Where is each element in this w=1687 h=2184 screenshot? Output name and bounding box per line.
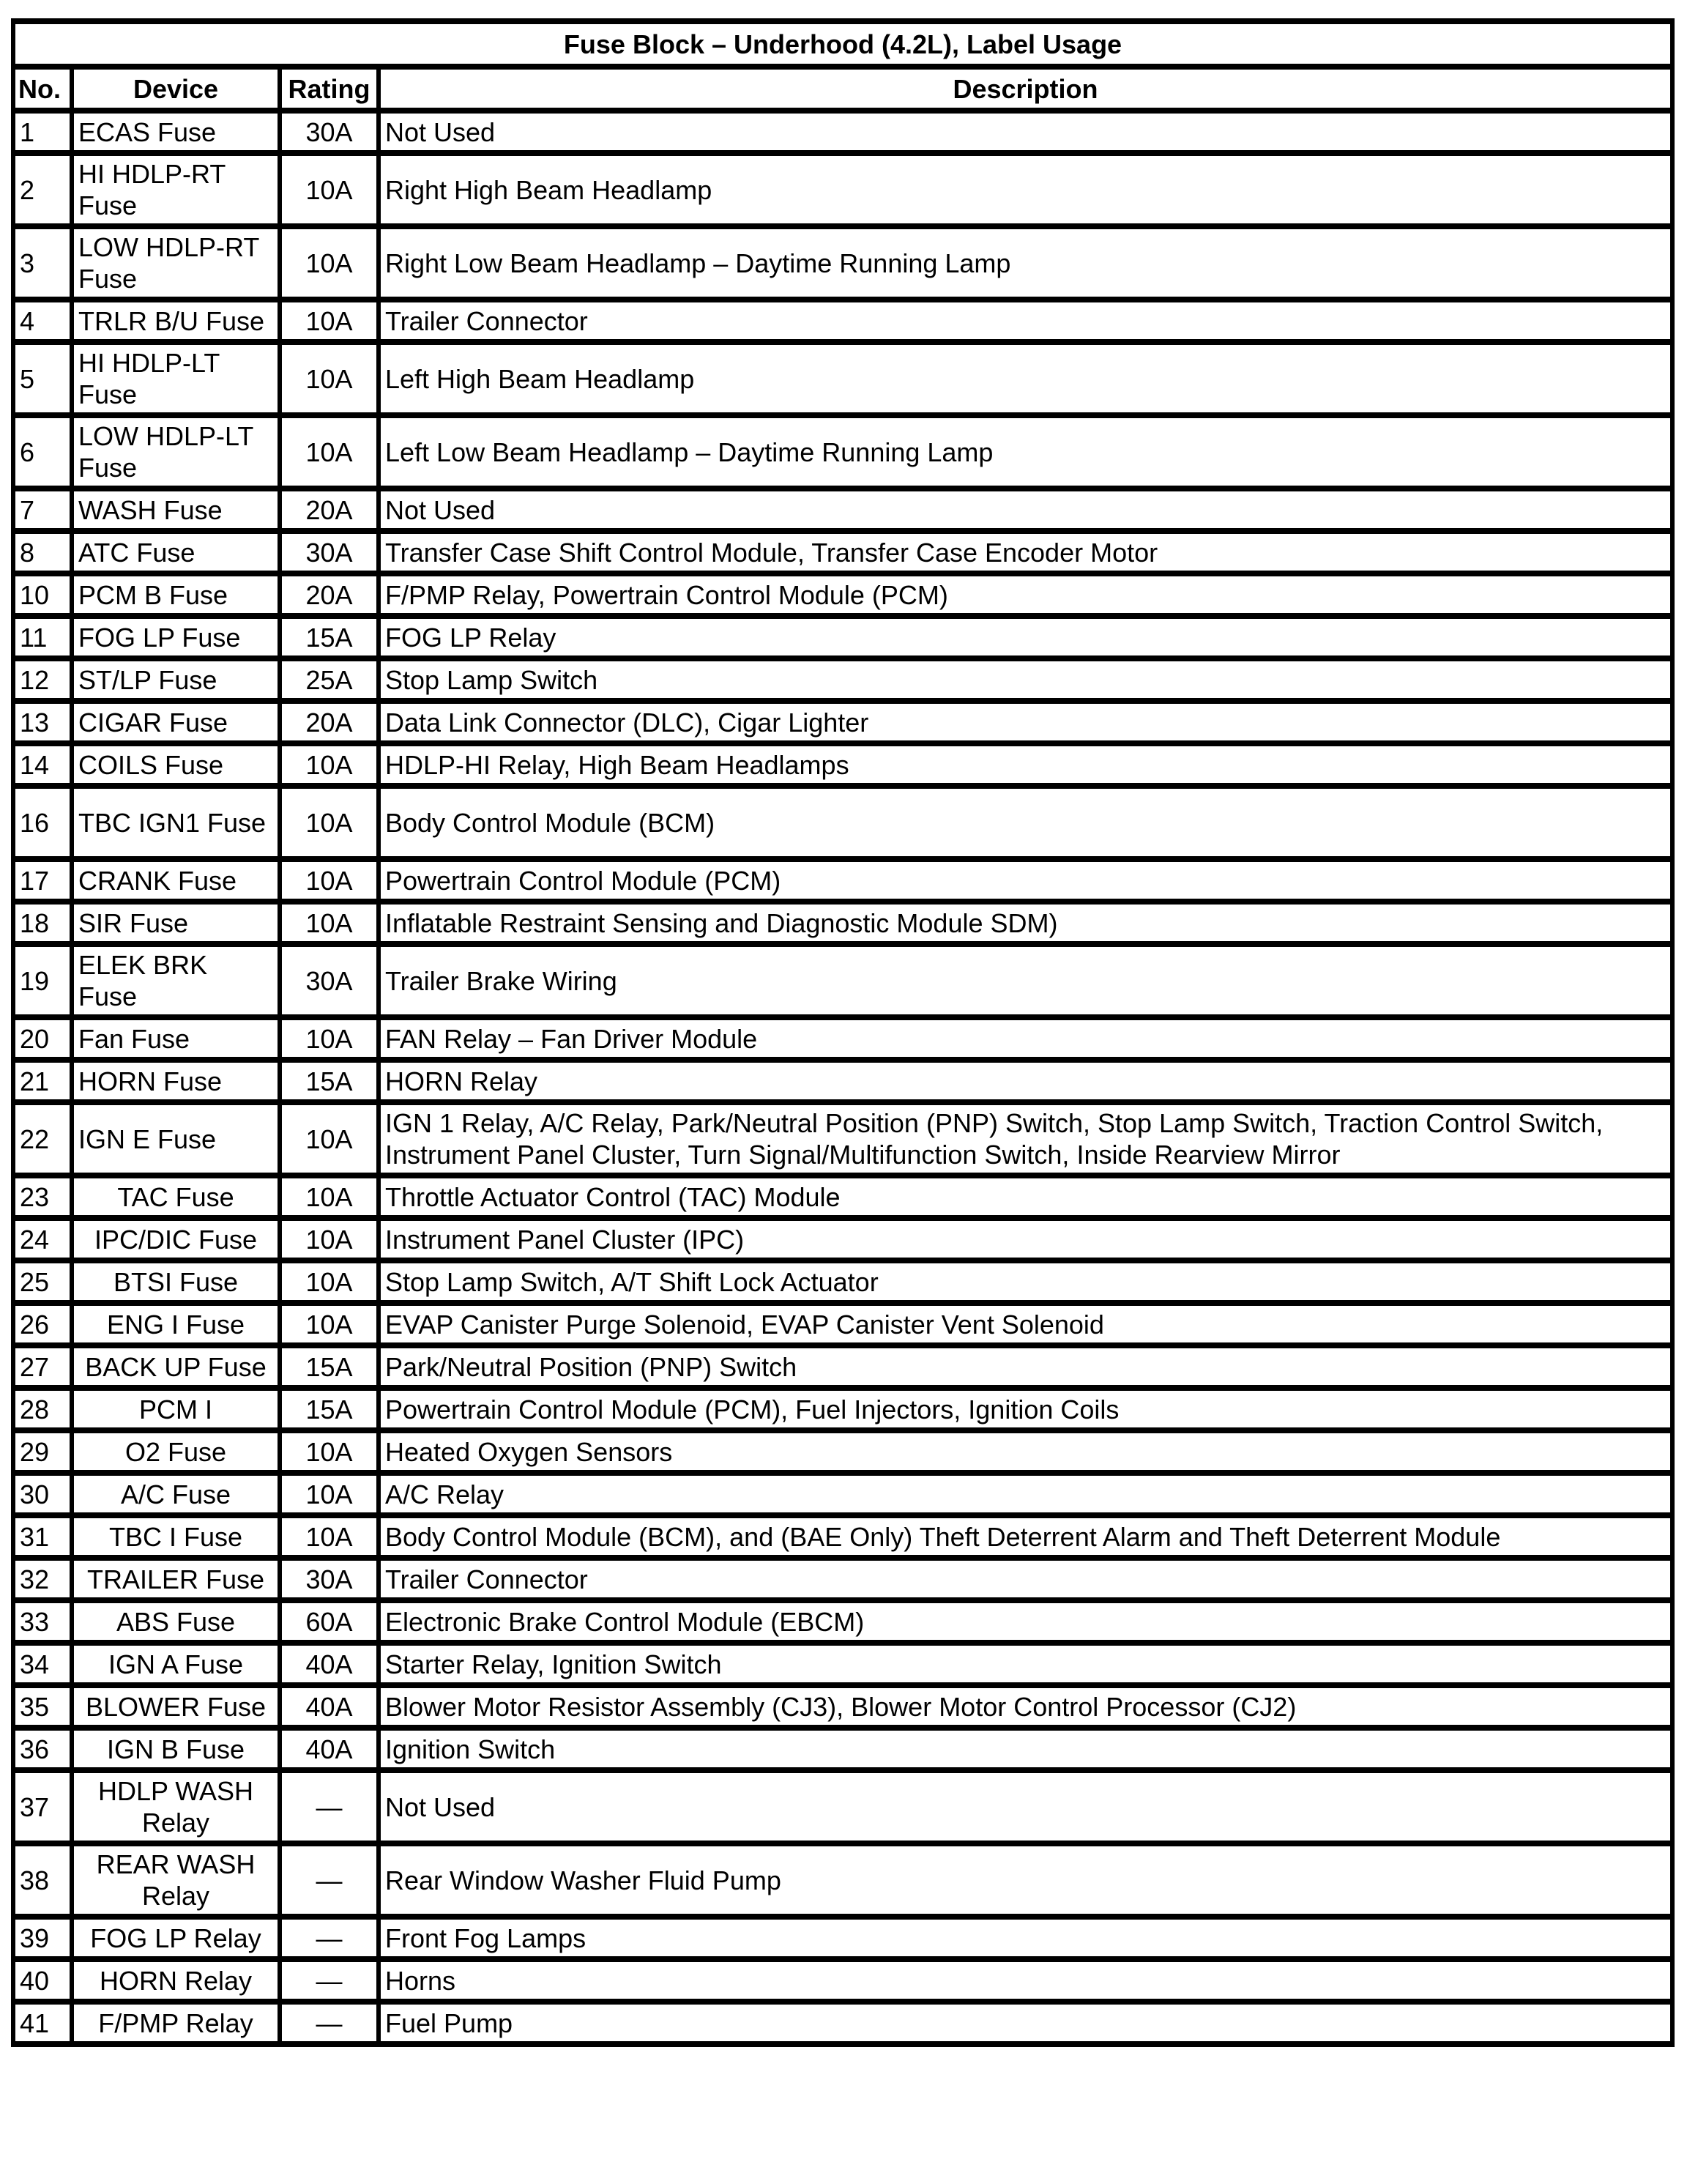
- cell-device: IPC/DIC Fuse: [72, 1218, 280, 1260]
- cell-rating: 10A: [280, 902, 379, 944]
- table-row: [13, 1728, 1672, 1770]
- cell-rating: 10A: [280, 1017, 379, 1060]
- cell-description: Left Low Beam Headlamp – Daytime Running Lamp: [379, 415, 1672, 489]
- cell-description: Left High Beam Headlamp: [379, 342, 1672, 415]
- cell-rating: —: [280, 1959, 379, 2002]
- cell-rating: 10A: [280, 342, 379, 415]
- cell-device: BTSI Fuse: [72, 1260, 280, 1303]
- cell-rating: 30A: [280, 531, 379, 573]
- cell-rating: 10A: [280, 1102, 379, 1175]
- cell-rating: 10A: [280, 300, 379, 342]
- cell-no: 2: [13, 153, 72, 226]
- cell-device: ABS Fuse: [72, 1600, 280, 1643]
- cell-device: BLOWER Fuse: [72, 1685, 280, 1728]
- table-title: Fuse Block – Underhood (4.2L), Label Usage: [13, 21, 1672, 67]
- cell-device: IGN A Fuse: [72, 1643, 280, 1685]
- cell-rating: 10A: [280, 786, 379, 859]
- cell-description: Starter Relay, Ignition Switch: [379, 1643, 1672, 1685]
- cell-description: Electronic Brake Control Module (EBCM): [379, 1600, 1672, 1643]
- cell-rating: 30A: [280, 944, 379, 1017]
- cell-no: 34: [13, 1643, 72, 1685]
- cell-device: SIR Fuse: [72, 902, 280, 944]
- cell-description: Body Control Module (BCM): [379, 786, 1672, 859]
- cell-device: ELEK BRK Fuse: [72, 944, 280, 1017]
- cell-rating: 40A: [280, 1728, 379, 1770]
- cell-rating: 10A: [280, 859, 379, 902]
- cell-rating: 15A: [280, 1388, 379, 1430]
- cell-description: Horns: [379, 1959, 1672, 2002]
- cell-no: 30: [13, 1473, 72, 1515]
- cell-description: Body Control Module (BCM), and (BAE Only) Theft Deterrent Alarm and Theft Deterrent Module: [379, 1515, 1672, 1558]
- cell-rating: 40A: [280, 1643, 379, 1685]
- cell-no: 32: [13, 1558, 72, 1600]
- table-row: [13, 573, 1672, 616]
- table-row: [13, 1917, 1672, 1959]
- cell-description: Fuel Pump: [379, 2002, 1672, 2044]
- cell-device: ENG I Fuse: [72, 1303, 280, 1345]
- cell-description: Throttle Actuator Control (TAC) Module: [379, 1175, 1672, 1218]
- cell-description: FAN Relay – Fan Driver Module: [379, 1017, 1672, 1060]
- table-row: [13, 902, 1672, 944]
- cell-no: 13: [13, 701, 72, 743]
- cell-no: 6: [13, 415, 72, 489]
- cell-device: HORN Fuse: [72, 1060, 280, 1102]
- table-row: [13, 701, 1672, 743]
- cell-description: Trailer Brake Wiring: [379, 944, 1672, 1017]
- cell-rating: 10A: [280, 743, 379, 786]
- table-row: [13, 300, 1672, 342]
- cell-no: 1: [13, 111, 72, 153]
- table-row: [13, 1218, 1672, 1260]
- table-row: [13, 1102, 1672, 1175]
- table-row: [13, 616, 1672, 658]
- cell-description: Powertrain Control Module (PCM), Fuel Injectors, Ignition Coils: [379, 1388, 1672, 1430]
- cell-rating: 30A: [280, 1558, 379, 1600]
- cell-description: IGN 1 Relay, A/C Relay, Park/Neutral Position (PNP) Switch, Stop Lamp Switch, Traction Control Switch, Instrument Panel Cluster, Turn Signal/Multifunction Switch, Inside Rearview Mirror: [379, 1102, 1672, 1175]
- table-row: [13, 658, 1672, 701]
- table-row: [13, 1558, 1672, 1600]
- cell-description: FOG LP Relay: [379, 616, 1672, 658]
- cell-no: 22: [13, 1102, 72, 1175]
- cell-no: 24: [13, 1218, 72, 1260]
- cell-description: F/PMP Relay, Powertrain Control Module (PCM): [379, 573, 1672, 616]
- table-row: [13, 1770, 1672, 1843]
- cell-no: 26: [13, 1303, 72, 1345]
- cell-no: 19: [13, 944, 72, 1017]
- cell-no: 21: [13, 1060, 72, 1102]
- cell-device: HORN Relay: [72, 1959, 280, 2002]
- cell-no: 33: [13, 1600, 72, 1643]
- cell-rating: 20A: [280, 573, 379, 616]
- cell-description: A/C Relay: [379, 1473, 1672, 1515]
- table-row: [13, 111, 1672, 153]
- cell-rating: 15A: [280, 1345, 379, 1388]
- cell-device: ECAS Fuse: [72, 111, 280, 153]
- table-row: [13, 153, 1672, 226]
- cell-rating: 40A: [280, 1685, 379, 1728]
- cell-no: 18: [13, 902, 72, 944]
- cell-description: Right Low Beam Headlamp – Daytime Running Lamp: [379, 226, 1672, 300]
- cell-device: TBC IGN1 Fuse: [72, 786, 280, 859]
- cell-device: REAR WASH Relay: [72, 1843, 280, 1917]
- cell-rating: 10A: [280, 1218, 379, 1260]
- fuse-block-table: [11, 18, 1675, 2047]
- cell-description: Data Link Connector (DLC), Cigar Lighter: [379, 701, 1672, 743]
- table-row: [13, 2002, 1672, 2044]
- cell-no: 12: [13, 658, 72, 701]
- cell-rating: 10A: [280, 1473, 379, 1515]
- cell-no: 5: [13, 342, 72, 415]
- cell-device: PCM B Fuse: [72, 573, 280, 616]
- cell-description: HORN Relay: [379, 1060, 1672, 1102]
- cell-description: Blower Motor Resistor Assembly (CJ3), Blower Motor Control Processor (CJ2): [379, 1685, 1672, 1728]
- cell-rating: 10A: [280, 1515, 379, 1558]
- cell-rating: —: [280, 1770, 379, 1843]
- cell-no: 7: [13, 489, 72, 531]
- table-row: [13, 1430, 1672, 1473]
- table-row: [13, 1515, 1672, 1558]
- cell-description: Powertrain Control Module (PCM): [379, 859, 1672, 902]
- cell-no: 27: [13, 1345, 72, 1388]
- cell-no: 35: [13, 1685, 72, 1728]
- cell-description: Stop Lamp Switch, A/T Shift Lock Actuator: [379, 1260, 1672, 1303]
- cell-rating: 25A: [280, 658, 379, 701]
- cell-description: Ignition Switch: [379, 1728, 1672, 1770]
- table-row: [13, 415, 1672, 489]
- cell-no: 25: [13, 1260, 72, 1303]
- cell-device: TAC Fuse: [72, 1175, 280, 1218]
- table-row: [13, 1600, 1672, 1643]
- cell-description: Right High Beam Headlamp: [379, 153, 1672, 226]
- cell-device: ST/LP Fuse: [72, 658, 280, 701]
- table-row: [13, 1643, 1672, 1685]
- cell-device: HDLP WASH Relay: [72, 1770, 280, 1843]
- cell-rating: 60A: [280, 1600, 379, 1643]
- cell-device: COILS Fuse: [72, 743, 280, 786]
- cell-no: 31: [13, 1515, 72, 1558]
- cell-description: HDLP-HI Relay, High Beam Headlamps: [379, 743, 1672, 786]
- table-row: [13, 1959, 1672, 2002]
- table-body: [13, 111, 1672, 2044]
- table-row: [13, 1685, 1672, 1728]
- cell-no: 17: [13, 859, 72, 902]
- cell-device: IGN E Fuse: [72, 1102, 280, 1175]
- cell-description: Stop Lamp Switch: [379, 658, 1672, 701]
- cell-rating: 10A: [280, 1430, 379, 1473]
- cell-device: FOG LP Relay: [72, 1917, 280, 1959]
- cell-rating: —: [280, 2002, 379, 2044]
- cell-description: EVAP Canister Purge Solenoid, EVAP Canister Vent Solenoid: [379, 1303, 1672, 1345]
- cell-rating: 10A: [280, 1175, 379, 1218]
- cell-device: LOW HDLP-RT Fuse: [72, 226, 280, 300]
- cell-device: O2 Fuse: [72, 1430, 280, 1473]
- cell-description: Heated Oxygen Sensors: [379, 1430, 1672, 1473]
- table-row: [13, 1345, 1672, 1388]
- table-row: [13, 859, 1672, 902]
- column-header-rating: Rating: [280, 67, 379, 111]
- column-header-no: No.: [13, 67, 72, 111]
- table-row: [13, 1017, 1672, 1060]
- cell-rating: 10A: [280, 415, 379, 489]
- cell-rating: —: [280, 1917, 379, 1959]
- cell-device: Fan Fuse: [72, 1017, 280, 1060]
- cell-device: IGN B Fuse: [72, 1728, 280, 1770]
- table-row: [13, 1473, 1672, 1515]
- cell-no: 4: [13, 300, 72, 342]
- cell-description: Park/Neutral Position (PNP) Switch: [379, 1345, 1672, 1388]
- cell-device: PCM I: [72, 1388, 280, 1430]
- cell-description: Instrument Panel Cluster (IPC): [379, 1218, 1672, 1260]
- cell-device: LOW HDLP-LT Fuse: [72, 415, 280, 489]
- table-row: [13, 1303, 1672, 1345]
- cell-no: 20: [13, 1017, 72, 1060]
- table-row: [13, 1175, 1672, 1218]
- cell-description: Inflatable Restraint Sensing and Diagnostic Module SDM): [379, 902, 1672, 944]
- table-row: [13, 1060, 1672, 1102]
- cell-no: 10: [13, 573, 72, 616]
- table-row: [13, 342, 1672, 415]
- cell-description: Not Used: [379, 489, 1672, 531]
- cell-description: Trailer Connector: [379, 300, 1672, 342]
- table-row: [13, 1843, 1672, 1917]
- cell-rating: 20A: [280, 701, 379, 743]
- cell-no: 11: [13, 616, 72, 658]
- cell-device: HI HDLP-RT Fuse: [72, 153, 280, 226]
- cell-description: Not Used: [379, 111, 1672, 153]
- cell-no: 40: [13, 1959, 72, 2002]
- cell-device: TRAILER Fuse: [72, 1558, 280, 1600]
- cell-device: BACK UP Fuse: [72, 1345, 280, 1388]
- cell-description: Rear Window Washer Fluid Pump: [379, 1843, 1672, 1917]
- cell-device: FOG LP Fuse: [72, 616, 280, 658]
- cell-device: WASH Fuse: [72, 489, 280, 531]
- cell-no: 37: [13, 1770, 72, 1843]
- table-row: [13, 1388, 1672, 1430]
- cell-description: Front Fog Lamps: [379, 1917, 1672, 1959]
- cell-no: 36: [13, 1728, 72, 1770]
- cell-rating: 10A: [280, 1303, 379, 1345]
- cell-no: 8: [13, 531, 72, 573]
- cell-device: ATC Fuse: [72, 531, 280, 573]
- column-header-device: Device: [72, 67, 280, 111]
- cell-description: Transfer Case Shift Control Module, Transfer Case Encoder Motor: [379, 531, 1672, 573]
- cell-no: 16: [13, 786, 72, 859]
- cell-no: 29: [13, 1430, 72, 1473]
- cell-no: 41: [13, 2002, 72, 2044]
- cell-rating: 30A: [280, 111, 379, 153]
- cell-device: CIGAR Fuse: [72, 701, 280, 743]
- cell-device: F/PMP Relay: [72, 2002, 280, 2044]
- table-row: [13, 489, 1672, 531]
- cell-description: Not Used: [379, 1770, 1672, 1843]
- cell-device: HI HDLP-LT Fuse: [72, 342, 280, 415]
- cell-rating: 15A: [280, 1060, 379, 1102]
- table-row: [13, 743, 1672, 786]
- table-row: [13, 944, 1672, 1017]
- cell-no: 14: [13, 743, 72, 786]
- cell-device: CRANK Fuse: [72, 859, 280, 902]
- cell-rating: 20A: [280, 489, 379, 531]
- table-row: [13, 226, 1672, 300]
- cell-device: TRLR B/U Fuse: [72, 300, 280, 342]
- column-header-description: Description: [379, 67, 1672, 111]
- cell-rating: 10A: [280, 153, 379, 226]
- table-row: [13, 531, 1672, 573]
- cell-device: TBC I Fuse: [72, 1515, 280, 1558]
- table-row: [13, 1260, 1672, 1303]
- cell-no: 39: [13, 1917, 72, 1959]
- cell-no: 38: [13, 1843, 72, 1917]
- cell-rating: 15A: [280, 616, 379, 658]
- cell-rating: —: [280, 1843, 379, 1917]
- table-row: [13, 786, 1672, 859]
- cell-rating: 10A: [280, 226, 379, 300]
- cell-no: 23: [13, 1175, 72, 1218]
- cell-device: A/C Fuse: [72, 1473, 280, 1515]
- cell-description: Trailer Connector: [379, 1558, 1672, 1600]
- cell-no: 28: [13, 1388, 72, 1430]
- cell-no: 3: [13, 226, 72, 300]
- cell-rating: 10A: [280, 1260, 379, 1303]
